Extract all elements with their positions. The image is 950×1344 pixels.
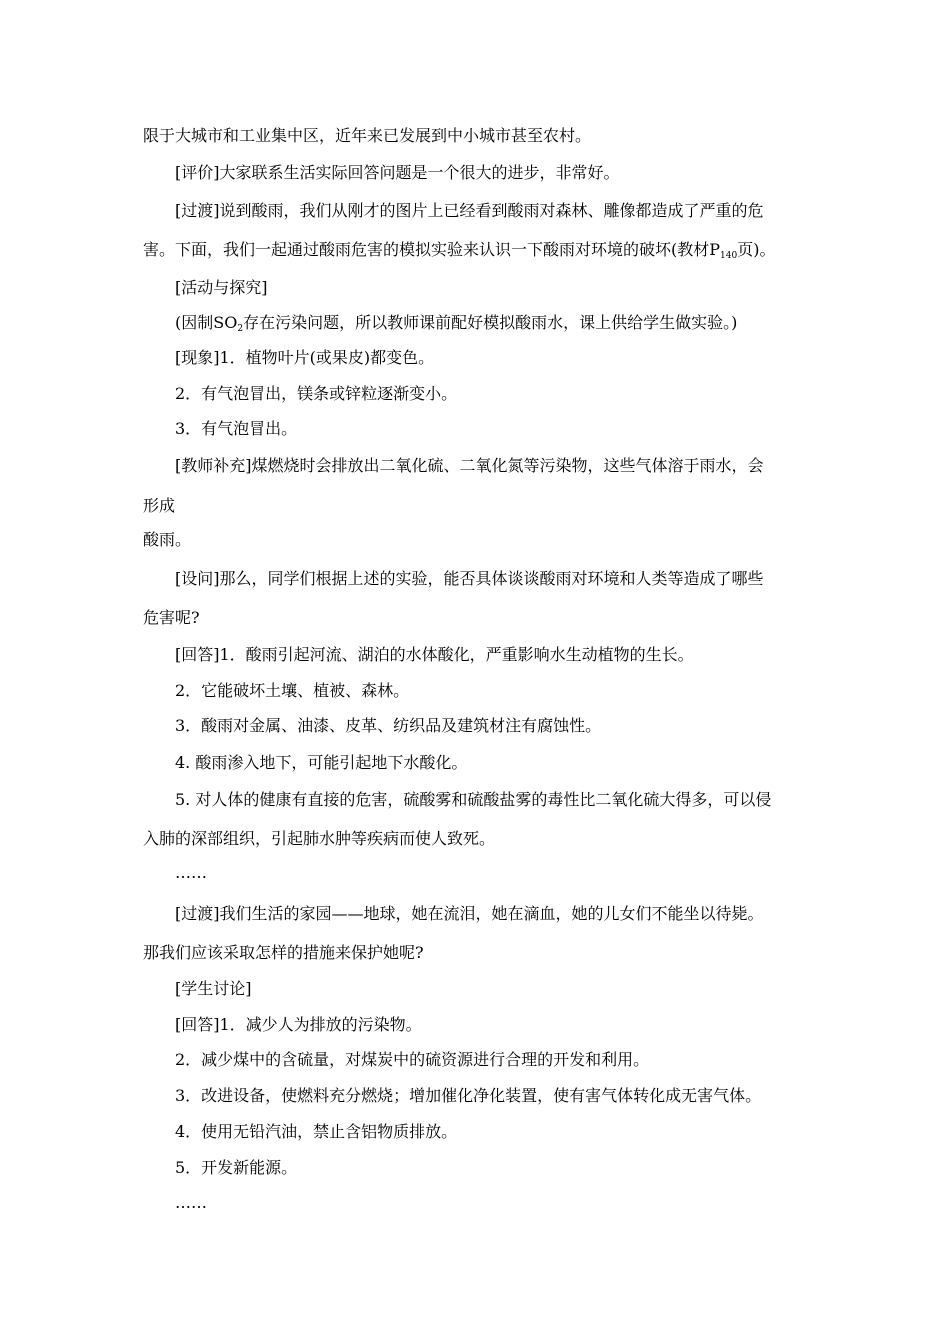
subscript: 2	[237, 324, 244, 334]
subscript: 140	[720, 251, 738, 261]
text-segment: (因制SO	[175, 313, 238, 332]
paragraph-line: 那我们应该采取怎样的措施来保护她呢?	[143, 943, 424, 962]
paragraph-line: 限于大城市和工业集中区，近年来已发展到中小城市甚至农村。	[143, 126, 592, 145]
paragraph-line: 酸雨。	[143, 530, 192, 549]
teacher-supplement-line: [教师补充]煤燃烧时会排放出二氧化硫、二氧化氮等污染物，这些气体溶于雨水，会	[175, 456, 764, 475]
list-item: 4. 酸雨渗入地下，可能引起地下水酸化。	[175, 753, 468, 772]
list-item: 3．酸雨对金属、油漆、皮革、纺织品及建筑材注有腐蚀性。	[175, 716, 602, 735]
paragraph-line	[175, 313, 737, 333]
evaluation-line: [评价]大家联系生活实际回答问题是一个很大的进步，非常好。	[175, 163, 620, 182]
answer-line: [回答]1．酸雨引起河流、湖泊的水体酸化，严重影响水生动植物的生长。	[175, 645, 694, 664]
paragraph-line: 危害呢?	[143, 608, 200, 627]
ellipsis: ……	[175, 863, 207, 882]
text-segment: 页)。	[737, 240, 776, 259]
activity-heading: [活动与探究]	[175, 278, 268, 297]
answer-line: [回答]1．减少人为排放的污染物。	[175, 1015, 422, 1034]
transition-line: [过渡]我们生活的家园——地球，她在流泪，她在滴血，她的儿女们不能坐以待毙。	[175, 904, 764, 923]
question-line: [设问]那么，同学们根据上述的实验，能否具体谈谈酸雨对环境和人类等造成了哪些	[175, 569, 764, 588]
list-item: 5．开发新能源。	[175, 1158, 298, 1177]
list-item: 2．它能破坏土壤、植被、森林。	[175, 681, 410, 700]
paragraph-line: 形成	[143, 496, 176, 515]
transition-line: [过渡]说到酸雨，我们从刚才的图片上已经看到酸雨对森林、雕像都造成了严重的危	[175, 201, 764, 220]
list-item: 4．使用无铅汽油，禁止含铝物质排放。	[175, 1122, 458, 1141]
text-segment: 害。下面，我们一起通过酸雨危害的模拟实验来认识一下酸雨对环境的破坏(教材P	[143, 240, 721, 259]
ellipsis: ……	[175, 1193, 207, 1212]
list-item: 3．改进设备，使燃料充分燃烧；增加催化净化装置，使有害气体转化成无害气体。	[175, 1086, 762, 1105]
list-item: 2．减少煤中的含硫量，对煤炭中的硫资源进行合理的开发和利用。	[175, 1050, 650, 1069]
paragraph-line	[143, 240, 775, 260]
discussion-heading: [学生讨论]	[175, 979, 252, 998]
text-segment: 存在污染问题，所以教师课前配好模拟酸雨水，课上供给学生做实验。)	[243, 313, 738, 332]
phenomenon-line: [现象]1．植物叶片(或果皮)都变色。	[175, 348, 435, 367]
list-item: 2．有气泡冒出，镁条或锌粒逐渐变小。	[175, 384, 458, 403]
paragraph-line: 入肺的深部组织，引起肺水肿等疾病而使人致死。	[143, 829, 496, 848]
list-item: 5. 对人体的健康有直接的危害，硫酸雾和硫酸盐雾的毒性比二氧化硫大得多，可以侵	[175, 790, 772, 809]
list-item: 3．有气泡冒出。	[175, 419, 298, 438]
